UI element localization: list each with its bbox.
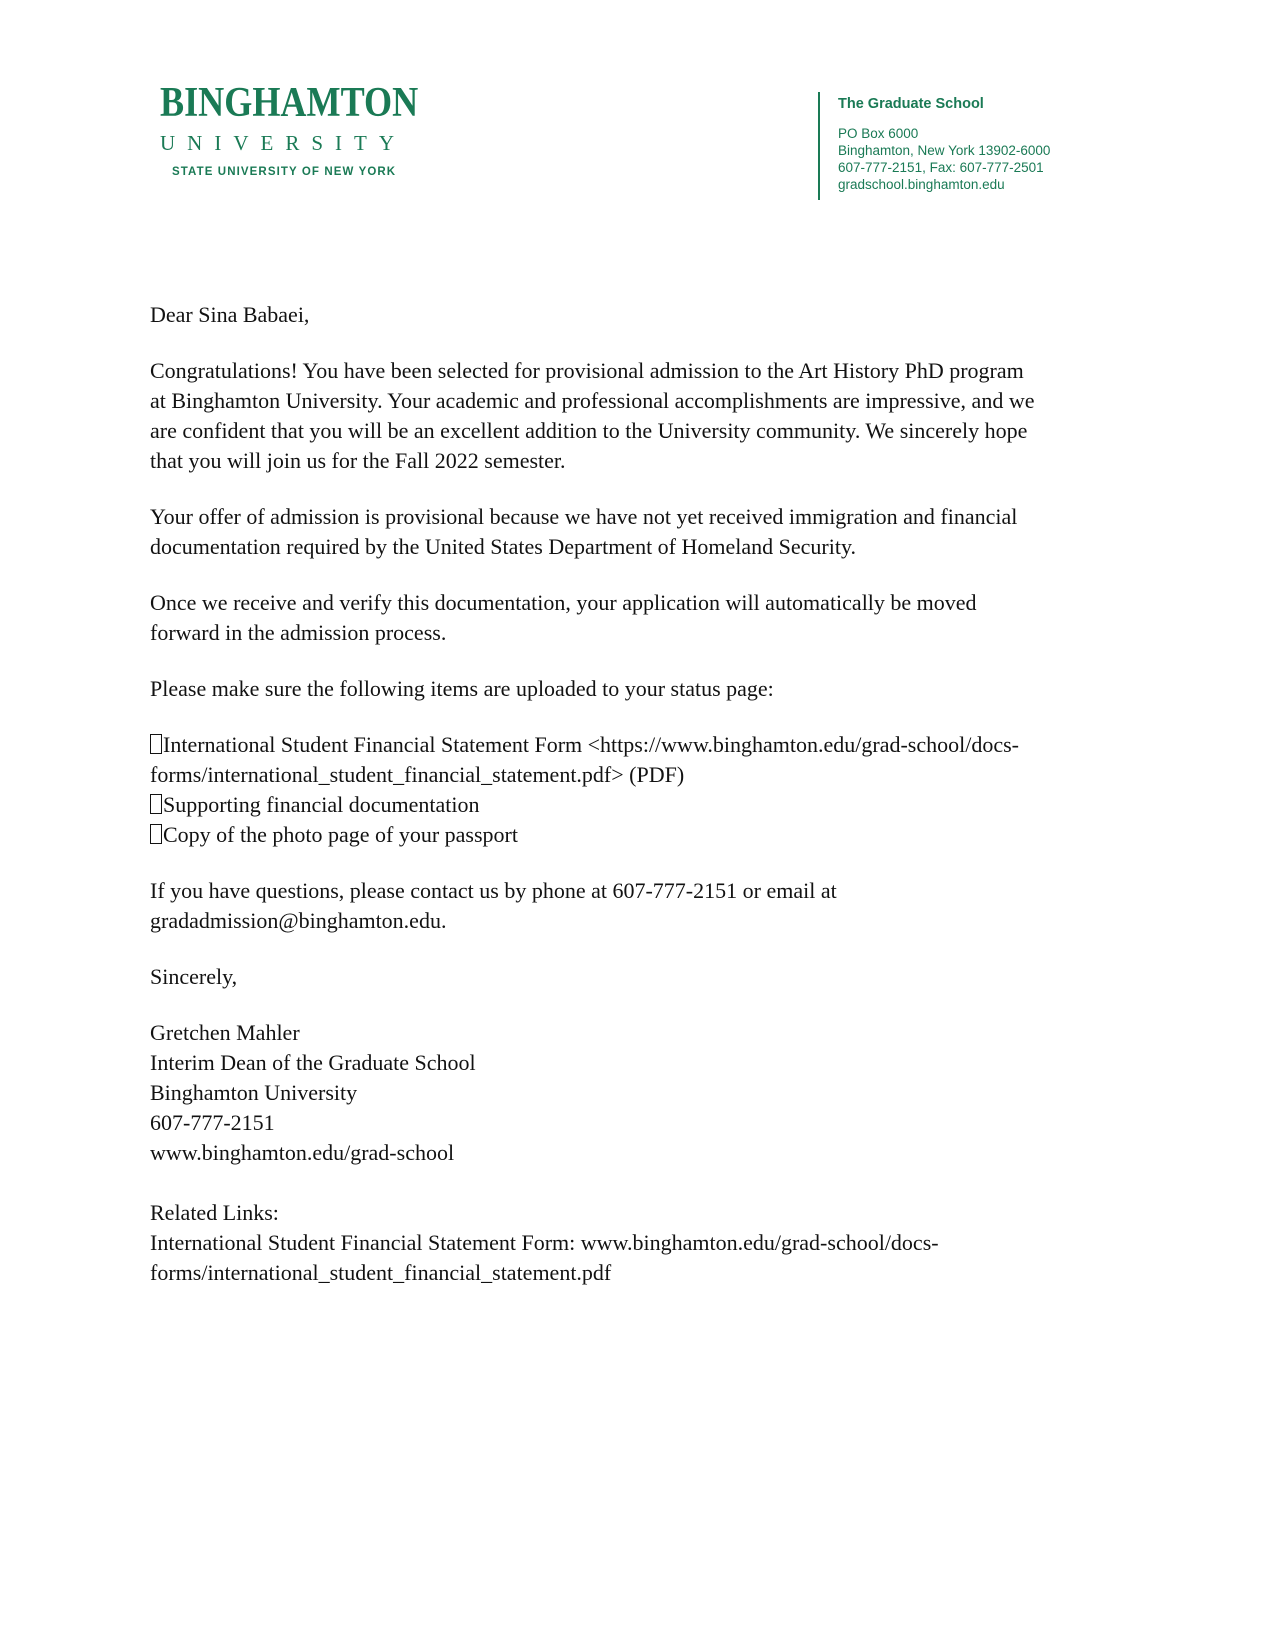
letter-body: [150, 300, 1045, 1288]
missing-glyph-box-icon: [150, 794, 162, 814]
paragraph-questions-contact: If you have questions, please contact us by phone at 607-777-2151 or email at gradadmission@binghamton.edu.: [150, 878, 837, 933]
signature-title: Interim Dean of the Graduate School: [150, 1050, 476, 1075]
checklist-item-passport-copy: [150, 820, 1045, 850]
checklist-item-text: Copy of the photo page of your passport: [163, 822, 518, 847]
contact-city-state-zip: Binghamton, New York 13902-6000: [838, 143, 1051, 158]
closing: Sincerely,: [150, 964, 238, 989]
salutation: Dear Sina Babaei,: [150, 302, 310, 327]
contact-phone-fax: 607-777-2151, Fax: 607-777-2501: [838, 160, 1044, 175]
contact-po-box: PO Box 6000: [838, 126, 919, 141]
checklist-item-financial-statement-form: [150, 730, 1045, 790]
logo-wordmark: BINGHAMTON: [160, 80, 419, 126]
checklist-item-text: International Student Financial Statement Form <https://www.binghamton.edu/grad-school/docs-forms/international_student_financial_statement.pdf> (PDF): [150, 732, 1020, 787]
letterhead-contact-block: [818, 92, 1050, 200]
related-link-financial-statement-form: International Student Financial Statement Form: www.binghamton.edu/grad-school/docs-forms/international_student_financial_statement.pdf: [150, 1230, 939, 1285]
checklist-intro: Please make sure the following items are uploaded to your status page:: [150, 676, 774, 701]
checklist-item-text: Supporting financial documentation: [163, 792, 480, 817]
signature-website: www.binghamton.edu/grad-school: [150, 1140, 455, 1165]
checklist-item-supporting-documentation: [150, 790, 1045, 820]
paragraph-congratulations: Congratulations! You have been selected for provisional admission to the Art History PhD program at Binghamton University. Your academic and professional accomplishments are impressive, and we are confident that you will be an excellent addition to the University community. We sincerely hope that you will join us for the Fall 2022 semester.: [150, 358, 1035, 473]
related-links-section: [150, 1198, 1045, 1288]
signature-block: [150, 1018, 1045, 1168]
signature-phone: 607-777-2151: [150, 1110, 275, 1135]
related-links-heading: Related Links:: [150, 1200, 279, 1225]
binghamton-university-logo: [160, 80, 460, 178]
logo-university-line: UNIVERSITY: [160, 131, 406, 155]
paragraph-next-steps: Once we receive and verify this documentation, your application will automatically be moved forward in the admission process.: [150, 590, 977, 645]
missing-glyph-box-icon: [150, 734, 162, 754]
paragraph-provisional-reason: Your offer of admission is provisional because we have not yet received immigration and financial documentation required by the United States Department of Homeland Security.: [150, 504, 1018, 559]
signature-name: Gretchen Mahler: [150, 1020, 300, 1045]
logo-tagline: STATE UNIVERSITY OF NEW YORK: [172, 166, 397, 178]
signature-institution: Binghamton University: [150, 1080, 358, 1105]
contact-department: The Graduate School: [838, 96, 984, 112]
upload-checklist: [150, 730, 1045, 850]
contact-website: gradschool.binghamton.edu: [838, 177, 1005, 192]
missing-glyph-box-icon: [150, 824, 162, 844]
